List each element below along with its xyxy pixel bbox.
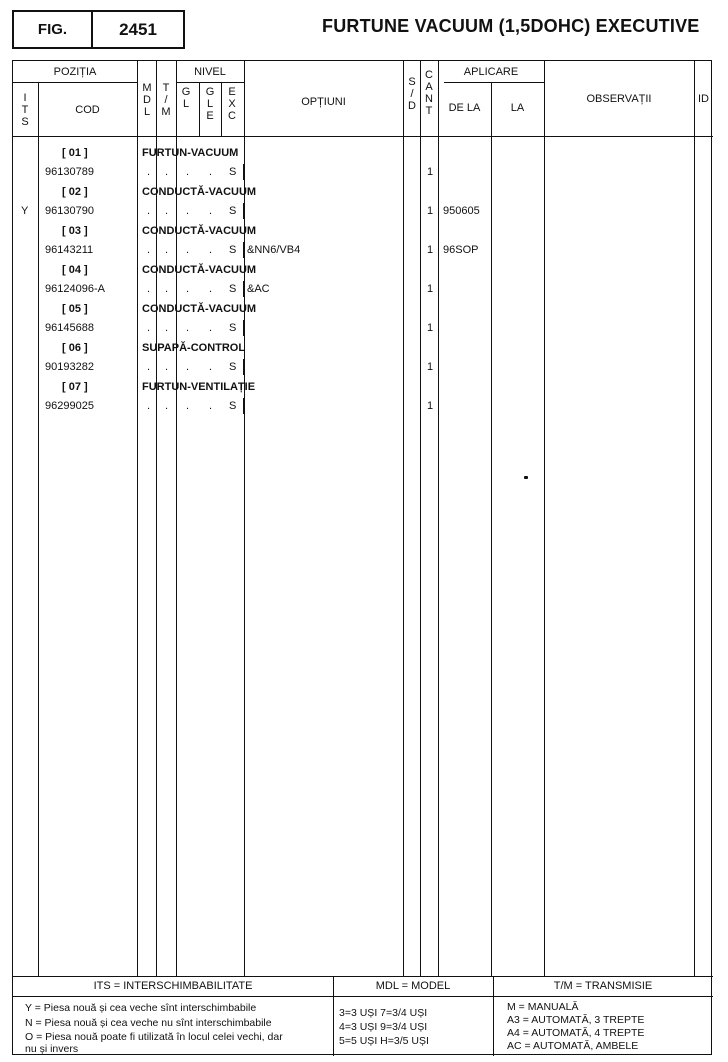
blank-mark: .	[165, 166, 169, 178]
blank-mark: .	[147, 166, 151, 178]
divider	[13, 136, 713, 137]
header-cod: COD	[75, 104, 100, 116]
blank-mark: .	[186, 166, 190, 178]
table-row	[13, 397, 713, 416]
item-cant: 1	[427, 244, 434, 256]
item-title-row	[13, 183, 713, 202]
col-divider	[199, 82, 200, 137]
legend-mdl-line: 5=5 UȘI H=3/5 UȘI	[339, 1035, 429, 1047]
legend-its-line: N = Piesa nouă și cea veche nu sînt interschimbabile	[25, 1017, 272, 1029]
item-position: [ 05 ]	[62, 303, 88, 315]
item-cant: 1	[427, 400, 434, 412]
cell-mark	[176, 359, 177, 375]
blank-mark: .	[147, 400, 151, 412]
header-gle: G L E	[205, 86, 215, 122]
header-cant: C A N T	[425, 69, 433, 117]
page-title: FURTUNE VACUUM (1,5DOHC) EXECUTIVE	[322, 16, 700, 36]
item-cant: 1	[427, 283, 434, 295]
blank-mark: .	[165, 400, 169, 412]
item-exc: S	[229, 400, 237, 412]
blank-mark: .	[186, 361, 190, 373]
item-options: &AC	[247, 283, 270, 295]
cell-mark	[176, 320, 177, 336]
legend-its-title: ITS = INTERSCHIMBABILITATE	[93, 980, 253, 992]
divider	[13, 996, 713, 997]
legend-its-line: nu și invers	[25, 1043, 79, 1055]
item-title-row	[13, 339, 713, 358]
cell-mark	[176, 281, 177, 297]
cell-mark	[156, 203, 157, 219]
blank-mark: .	[186, 244, 190, 256]
divider	[444, 82, 545, 83]
blank-mark: .	[186, 322, 190, 334]
blank-mark: .	[165, 283, 169, 295]
item-its: Y	[21, 205, 29, 217]
cell-mark	[243, 320, 244, 336]
divider	[13, 976, 713, 977]
item-cod: 96130790	[45, 205, 94, 217]
legend-tm-line: AC = AUTOMATĂ, AMBELE	[507, 1040, 639, 1052]
header-id: ID	[698, 93, 709, 105]
divider	[176, 82, 244, 83]
cell-mark	[156, 398, 157, 414]
blank-mark: .	[165, 322, 169, 334]
item-name-end-mark	[244, 340, 245, 356]
cell-mark	[156, 320, 157, 336]
item-title-row	[13, 144, 713, 163]
header-observatii: OBSERVAȚII	[586, 93, 652, 105]
item-cant: 1	[427, 361, 434, 373]
blank-mark: .	[209, 322, 213, 334]
parts-table	[12, 60, 712, 1055]
item-options: &NN6/VB4	[247, 244, 301, 256]
blank-mark: .	[147, 205, 151, 217]
item-exc: S	[229, 283, 237, 295]
blank-mark: .	[147, 361, 151, 373]
item-cant: 1	[427, 205, 434, 217]
item-cod: 90193282	[45, 361, 94, 373]
item-cod: 96299025	[45, 400, 94, 412]
cell-mark	[176, 398, 177, 414]
item-position: [ 03 ]	[62, 225, 88, 237]
blank-mark: .	[165, 205, 169, 217]
stray-mark	[524, 476, 528, 479]
cell-mark	[243, 281, 244, 297]
blank-mark: .	[147, 322, 151, 334]
legend-mdl-title: MDL = MODEL	[375, 980, 451, 992]
item-de-la: 96SOP	[443, 244, 479, 256]
header-la: LA	[510, 102, 525, 114]
header-optiuni: OPȚIUNI	[301, 96, 346, 108]
cell-mark	[176, 203, 177, 219]
divider	[13, 82, 137, 83]
cell-mark	[156, 242, 157, 258]
legend-mdl-line: 3=3 UȘI 7=3/4 UȘI	[339, 1007, 428, 1019]
blank-mark: .	[165, 361, 169, 373]
header-pozitia: POZIȚIA	[53, 66, 97, 78]
blank-mark: .	[209, 283, 213, 295]
legend-tm-line: A3 = AUTOMATĂ, 3 TREPTE	[507, 1014, 645, 1026]
cell-mark	[176, 164, 177, 180]
item-de-la: 950605	[443, 205, 480, 217]
legend-mdl-line: 4=3 UȘI 9=3/4 UȘI	[339, 1021, 428, 1033]
header-sd: S / D	[408, 76, 416, 112]
cell-mark	[243, 398, 244, 414]
blank-mark: .	[186, 400, 190, 412]
blank-mark: .	[186, 205, 190, 217]
item-name-end-mark	[244, 145, 245, 161]
table-row	[13, 202, 713, 221]
item-cod: 96145688	[45, 322, 94, 334]
item-title-row	[13, 378, 713, 397]
header-exc: E X C	[228, 86, 236, 122]
table-row	[13, 241, 713, 260]
item-name-end-mark	[244, 262, 245, 278]
header-nivel: NIVEL	[194, 66, 226, 78]
item-name-end-mark	[244, 223, 245, 239]
item-title-row	[13, 222, 713, 241]
header-its: I T S	[21, 92, 29, 128]
cell-mark	[243, 359, 244, 375]
cell-mark	[176, 242, 177, 258]
figure-box	[12, 10, 185, 49]
item-title-row	[13, 261, 713, 280]
header-aplicare: APLICARE	[463, 66, 519, 78]
blank-mark: .	[209, 361, 213, 373]
table-row	[13, 280, 713, 299]
item-exc: S	[229, 244, 237, 256]
col-divider	[221, 82, 222, 137]
item-cant: 1	[427, 322, 434, 334]
blank-mark: .	[209, 244, 213, 256]
legend-its-line: Y = Piesa nouă și cea veche sînt interschimbabile	[25, 1002, 257, 1014]
item-name: CONDUCTĂ-VACUUM	[142, 186, 257, 198]
header-de-la: DE LA	[448, 102, 481, 114]
header-mdl: M D L	[142, 82, 152, 118]
item-cod: 96124096-A	[45, 283, 105, 295]
item-cant: 1	[427, 166, 434, 178]
item-exc: S	[229, 166, 237, 178]
item-name: FURTUN-VACUUM	[142, 147, 239, 159]
item-position: [ 04 ]	[62, 264, 88, 276]
cell-mark	[243, 203, 244, 219]
item-exc: S	[229, 205, 237, 217]
item-name-end-mark	[244, 184, 245, 200]
item-position: [ 07 ]	[62, 381, 88, 393]
cell-mark	[156, 281, 157, 297]
header-gl: G L	[181, 86, 191, 110]
blank-mark: .	[209, 166, 213, 178]
blank-mark: .	[186, 283, 190, 295]
item-name: SUPAPĂ-CONTROL	[142, 342, 246, 354]
legend-its-line: O = Piesa nouă poate fi utilizată în locul celei vechi, dar	[25, 1031, 283, 1043]
item-name: CONDUCTĂ-VACUUM	[142, 264, 257, 276]
item-exc: S	[229, 361, 237, 373]
item-cod: 96143211	[45, 244, 94, 256]
legend-tm-line: A4 = AUTOMATĂ, 4 TREPTE	[507, 1027, 645, 1039]
cell-mark	[243, 164, 244, 180]
item-position: [ 01 ]	[62, 147, 88, 159]
item-name-end-mark	[244, 301, 245, 317]
blank-mark: .	[147, 283, 151, 295]
cell-mark	[156, 359, 157, 375]
item-position: [ 06 ]	[62, 342, 88, 354]
legend-tm-title: T/M = TRANSMISIE	[553, 980, 653, 992]
item-cod: 96130789	[45, 166, 94, 178]
legend-tm-line: M = MANUALĂ	[507, 1001, 579, 1013]
blank-mark: .	[209, 205, 213, 217]
table-row	[13, 358, 713, 377]
figure-number: 2451	[119, 19, 157, 39]
item-name-end-mark	[244, 379, 245, 395]
cell-mark	[156, 164, 157, 180]
blank-mark: .	[209, 400, 213, 412]
item-position: [ 02 ]	[62, 186, 88, 198]
table-row	[13, 163, 713, 182]
item-name: FURTUN-VENTILAȚIE	[142, 381, 256, 393]
header-tm: T / M	[161, 82, 171, 118]
item-title-row	[13, 300, 713, 319]
table-row	[13, 319, 713, 338]
blank-mark: .	[165, 244, 169, 256]
item-name: CONDUCTĂ-VACUUM	[142, 225, 257, 237]
figure-label: FIG.	[14, 12, 93, 47]
item-name: CONDUCTĂ-VACUUM	[142, 303, 257, 315]
cell-mark	[243, 242, 244, 258]
blank-mark: .	[147, 244, 151, 256]
item-exc: S	[229, 322, 237, 334]
